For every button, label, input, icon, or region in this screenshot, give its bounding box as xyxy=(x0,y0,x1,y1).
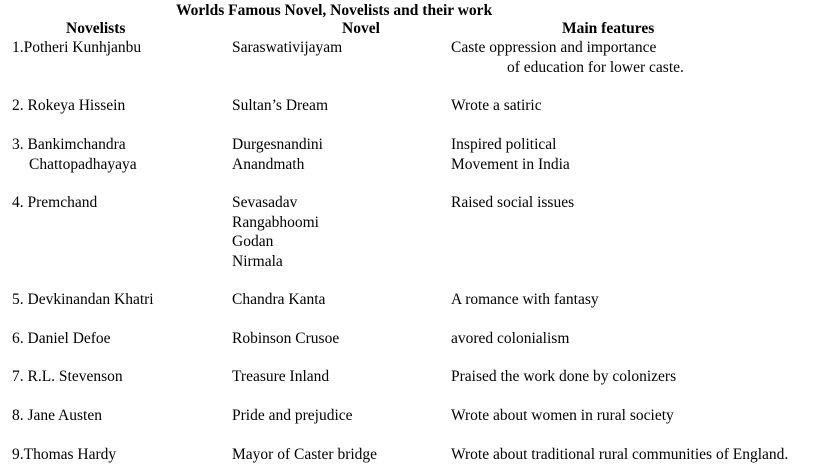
feature-text: Praised the work done by colonizers xyxy=(451,368,677,385)
novel-title: Nirmala xyxy=(232,252,283,270)
novel-title: Godan xyxy=(232,233,274,250)
header-novel: Novel xyxy=(342,20,380,37)
novel-title: Chandra Kanta xyxy=(232,291,326,308)
novelist-name: 6. Daniel Defoe xyxy=(12,330,111,347)
novel-title: Sultan’s Dream xyxy=(232,97,328,114)
novel-title: Mayor of Caster bridge xyxy=(232,446,378,463)
header-main-features: Main features xyxy=(562,20,655,37)
feature-text: Wrote a satiric xyxy=(451,97,542,114)
feature-text: Wrote about women in rural society xyxy=(451,407,674,424)
novel-title: Treasure Inland xyxy=(232,368,330,385)
feature-text: Raised social issues xyxy=(451,194,575,211)
novelist-name: 4. Premchand xyxy=(12,194,98,211)
novel-title: Saraswativijayam xyxy=(232,39,343,56)
novelist-name: Chattopadhayaya xyxy=(29,155,137,173)
novelist-name: 5. Devkinandan Khatri xyxy=(12,291,154,308)
feature-text: A romance with fantasy xyxy=(451,291,599,308)
document-title: Worlds Famous Novel, Novelists and their work xyxy=(176,2,493,19)
novel-title: Durgesnandini xyxy=(232,136,323,153)
novel-title: Pride and prejudice xyxy=(232,407,353,424)
novel-title: Rangabhoomi xyxy=(232,213,319,231)
feature-text: Movement in India xyxy=(451,155,570,173)
novel-title: Anandmath xyxy=(232,155,305,173)
feature-text: Inspired political xyxy=(451,136,557,153)
feature-text: of education for lower caste. xyxy=(507,58,684,76)
novelist-name: 8. Jane Austen xyxy=(12,407,102,424)
feature-text: avored colonialism xyxy=(451,330,570,347)
novel-title: Sevasadav xyxy=(232,194,298,211)
novelist-name: 3. Bankimchandra xyxy=(12,136,126,153)
novelist-name: 9.Thomas Hardy xyxy=(12,446,117,463)
header-novelists: Novelists xyxy=(66,20,126,37)
novelist-name: 1.Potheri Kunhjanbu xyxy=(12,39,142,56)
novelist-name: 7. R.L. Stevenson xyxy=(12,368,123,385)
feature-text: Caste oppression and importance xyxy=(451,39,657,56)
novelist-name: 2. Rokeya Hissein xyxy=(12,97,126,114)
feature-text: Wrote about traditional rural communities of England. xyxy=(451,446,789,463)
novel-title: Robinson Crusoe xyxy=(232,330,340,347)
